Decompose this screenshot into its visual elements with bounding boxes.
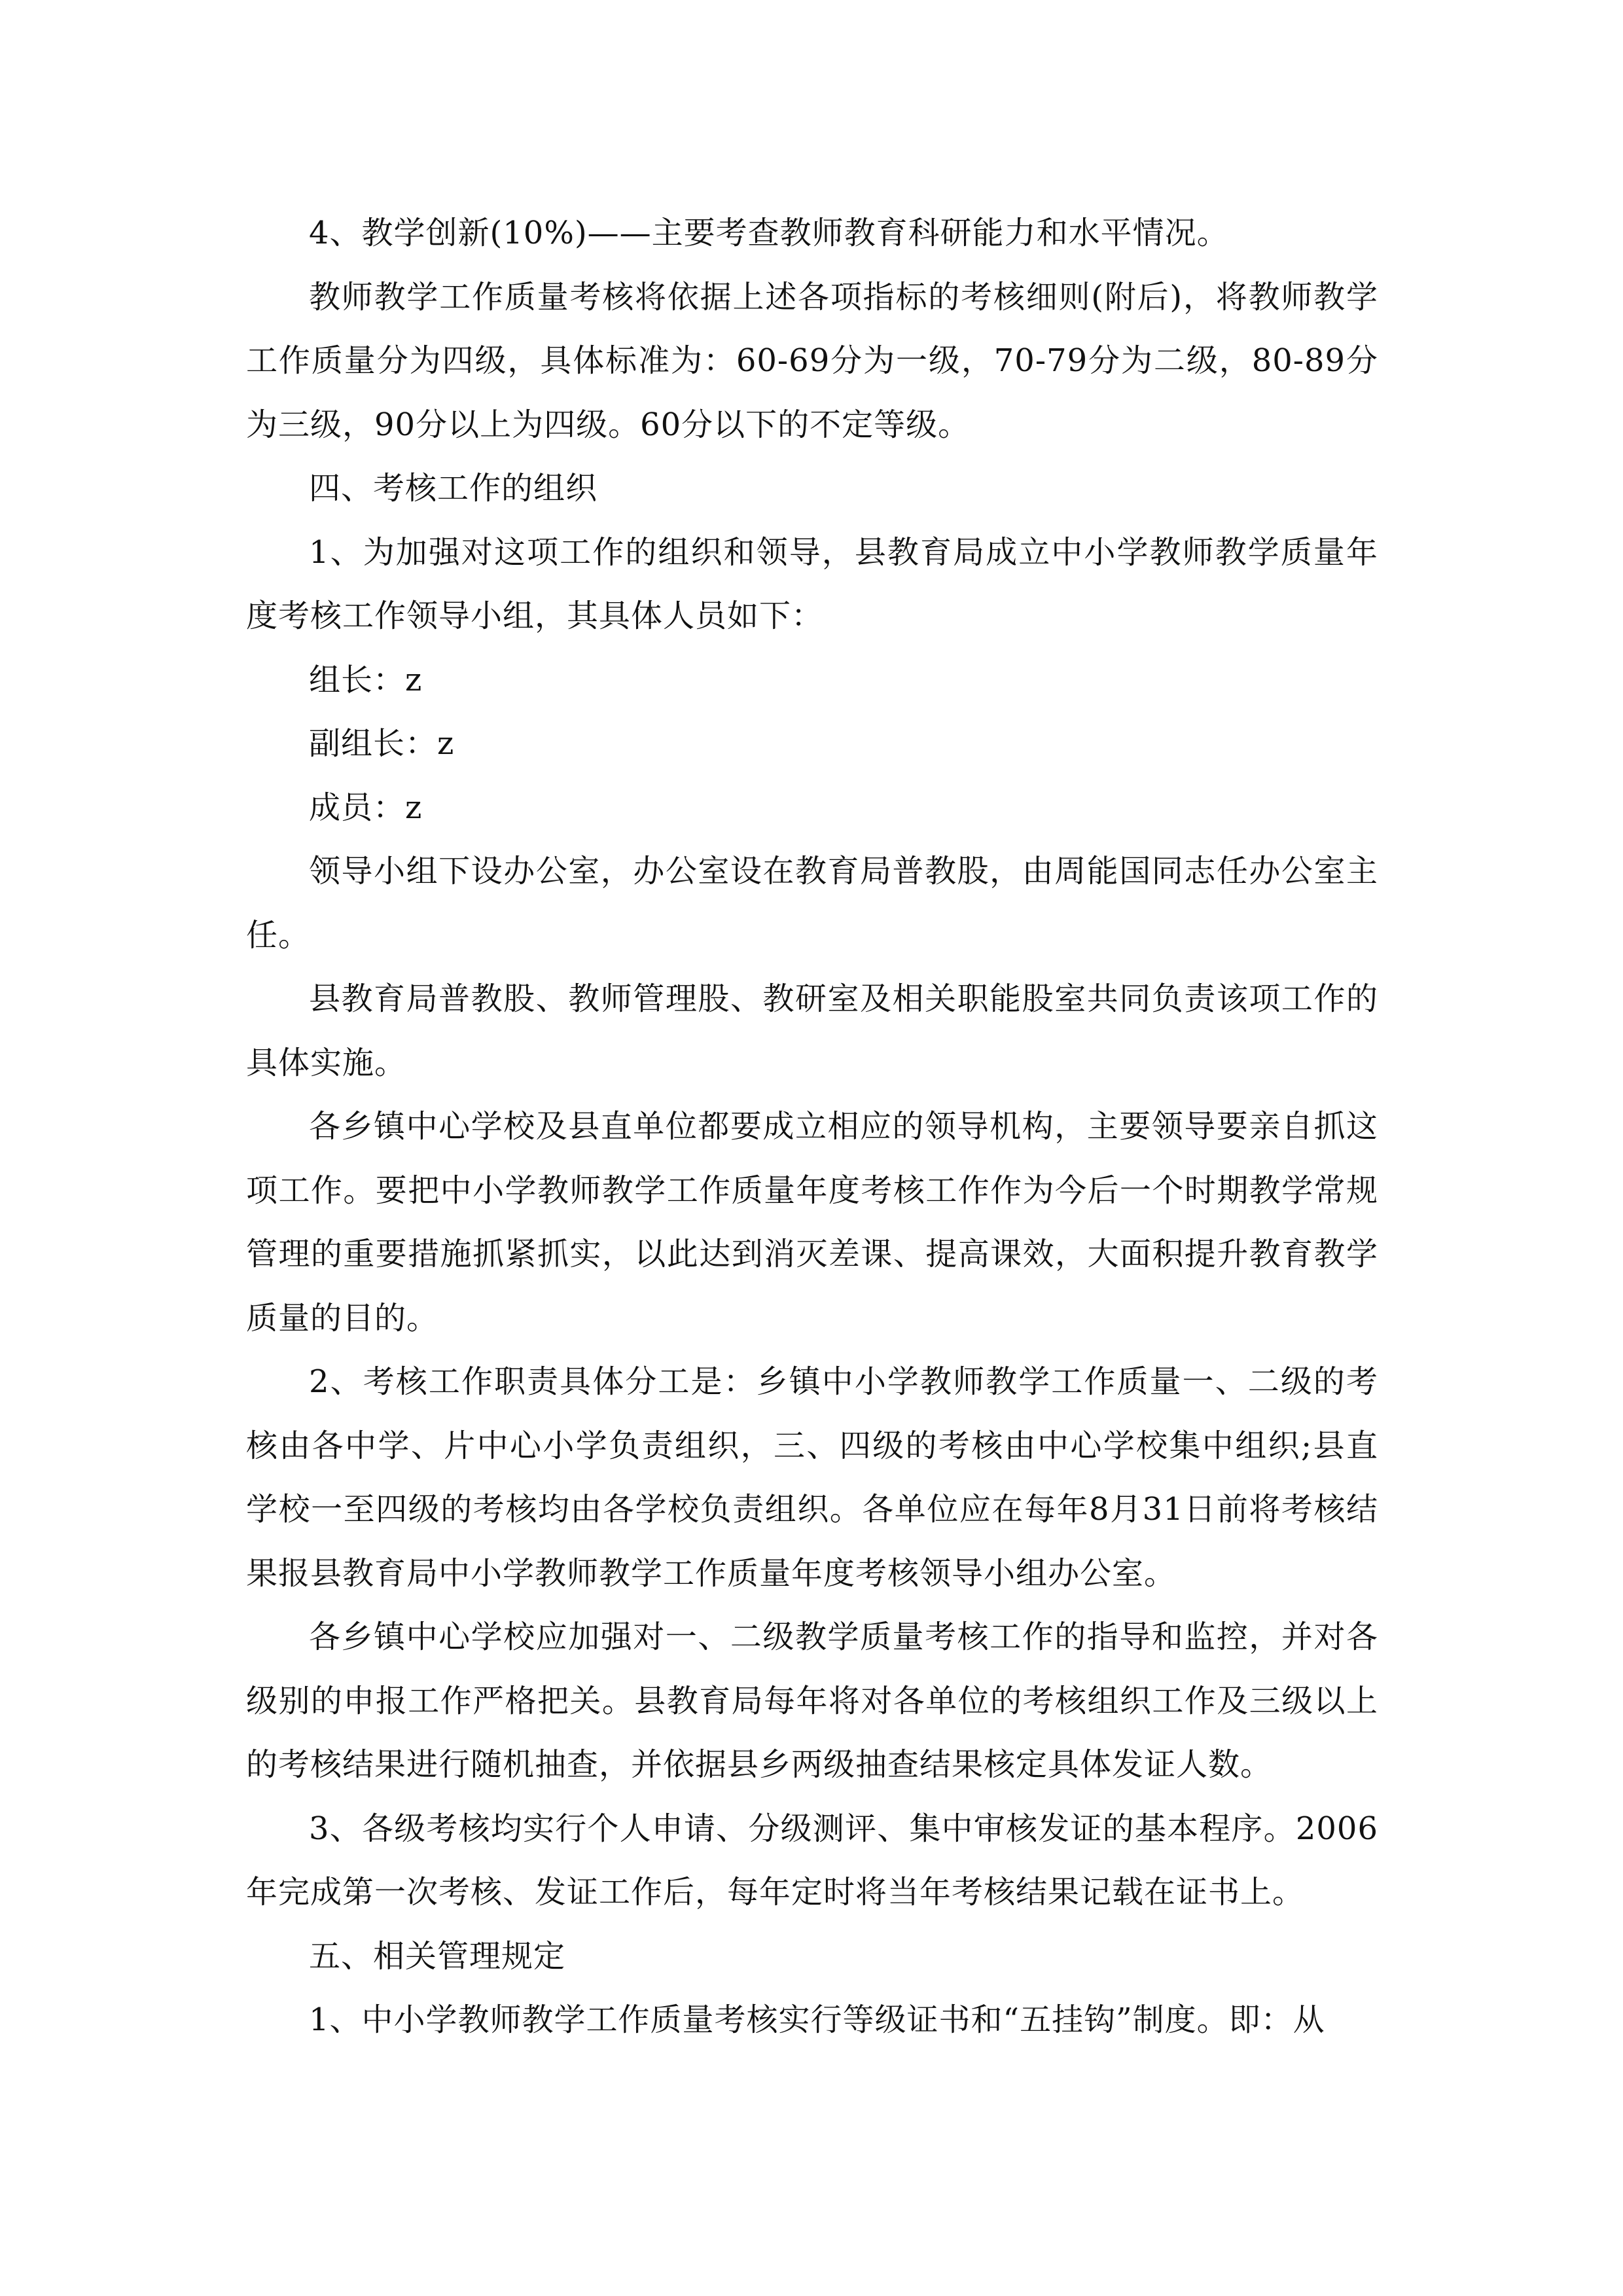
member-line-deputy-leader: 副组长：z	[309, 725, 455, 762]
paragraph-division-of-duties: 2、考核工作职责具体分工是：乡镇中小学教师教学工作质量一、二级的考核由各中学、片中心小学负责组织，三、四级的考核由中心学校集中组织;县直学校一至四级的考核均由各学校负责组织。各单位应在每年8月31日前将考核结果报县教育局中小学教师教学工作质量年度考核领导小组办公室。	[246, 1363, 1378, 1592]
member-line-members: 成员：z	[309, 789, 423, 826]
paragraph-township-schools: 各乡镇中心学校及县直单位都要成立相应的领导机构，主要领导要亲自抓这项工作。要把中小学教师教学工作质量年度考核工作作为今后一个时期教学常规管理的重要措施抓紧抓实，以此达到消灭差课、提高课效，大面积提升教育教学质量的目的。	[246, 1108, 1378, 1336]
paragraph-leading-group: 1、为加强对这项工作的组织和领导，县教育局成立中小学教师教学质量年度考核工作领导小组，其具体人员如下：	[246, 533, 1378, 634]
body-text	[246, 202, 1378, 2053]
section-heading-organization: 四、考核工作的组织	[309, 470, 598, 507]
paragraph-innovation-item: 4、教学创新(10%)——主要考查教师教育科研能力和水平情况。	[309, 215, 1229, 251]
paragraph-grade-standards: 教师教学工作质量考核将依据上述各项指标的考核细则(附后)，将教师教学工作质量分为四级，具体标准为：60-69分为一级，70-79分为二级，80-89分为三级，90分以上为四级。60分以下的不定等级。	[246, 278, 1378, 443]
member-line-leader: 组长：z	[309, 661, 423, 698]
paragraph-implementation: 县教育局普教股、教师管理股、教研室及相关职能股室共同负责该项工作的具体实施。	[246, 980, 1378, 1081]
paragraph-certificate-system: 1、中小学教师教学工作质量考核实行等级证书和“五挂钩”制度。即：从	[309, 2001, 1325, 2038]
paragraph-office: 领导小组下设办公室，办公室设在教育局普教股，由周能国同志任办公室主任。	[246, 853, 1378, 954]
paragraph-procedure: 3、各级考核均实行个人申请、分级测评、集中审核发证的基本程序。2006年完成第一次考核、发证工作后，每年定时将当年考核结果记载在证书上。	[246, 1810, 1378, 1910]
section-heading-management: 五、相关管理规定	[309, 1937, 566, 1975]
paragraph-supervision: 各乡镇中心学校应加强对一、二级教学质量考核工作的指导和监控，并对各级别的申报工作严格把关。县教育局每年将对各单位的考核组织工作及三级以上的考核结果进行随机抽查，并依据县乡两级抽查结果核定具体发证人数。	[246, 1619, 1378, 1783]
